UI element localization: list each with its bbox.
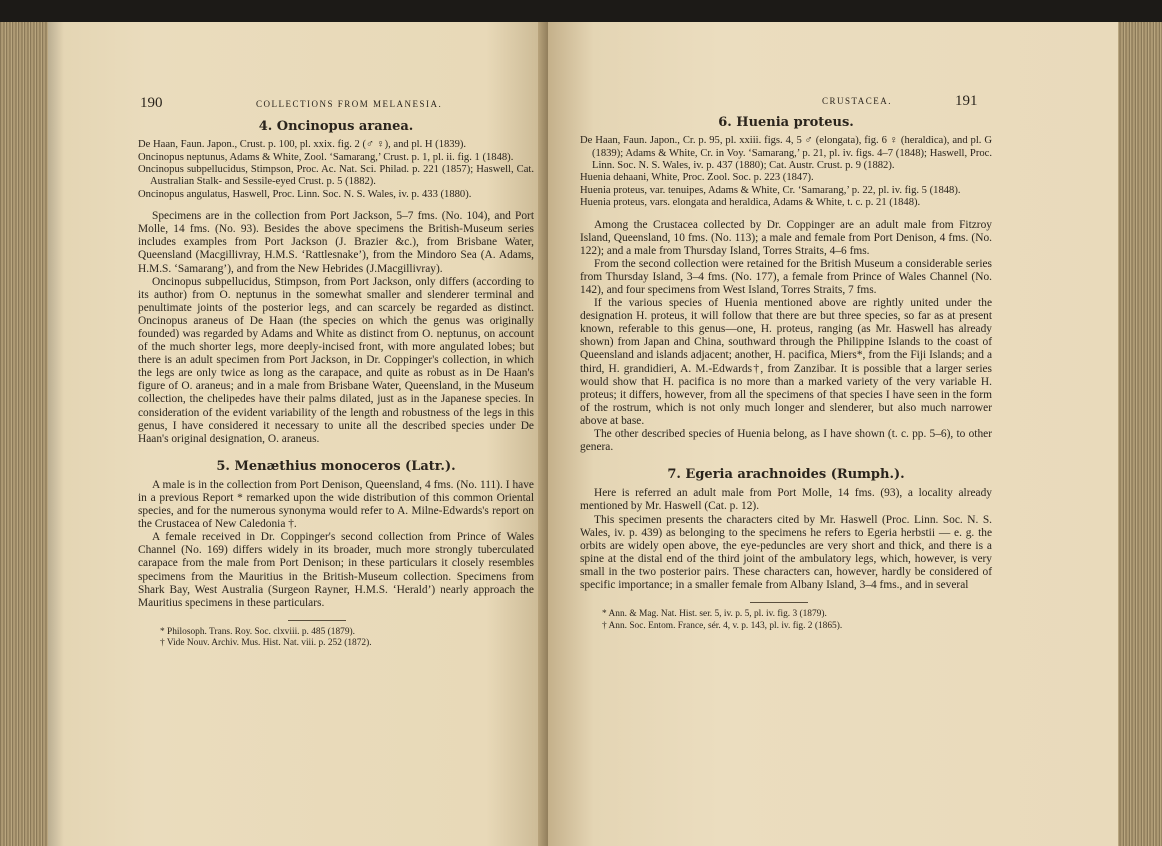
- section-heading: 7. Egeria arachnoides (Rumph.).: [667, 467, 905, 483]
- right-page: [548, 22, 1118, 846]
- synonymy-entry: Oncinopus angulatus, Haswell, Proc. Linn. Soc. N. S. Wales, iv. p. 433 (1880).: [138, 188, 472, 200]
- body-paragraph: Here is referred an adult male from Port Molle, 14 fms. (93), a locality already mentioned by Mr. Haswell (Cat. p. 12).: [580, 487, 992, 513]
- right-page-number: 191: [955, 93, 978, 109]
- left-page-edges: [0, 22, 52, 846]
- section-heading: 6. Huenia proteus.: [718, 115, 854, 130]
- section-heading: 5. Menæthius monoceros (Latr.).: [216, 458, 456, 474]
- body-paragraph: The other described species of Huenia belong, as I have shown (t. c. pp. 5–6), to other genera.: [580, 428, 992, 454]
- synonymy-entry: Oncinopus neptunus, Adams & White, Zool. ‘Samarang,’ Crust. p. 1, pl. ii. fig. 1 (1848).: [138, 151, 514, 163]
- footnote: † Vide Nouv. Archiv. Mus. Hist. Nat. viii. p. 252 (1872).: [160, 638, 372, 649]
- left-text-column: [138, 120, 534, 650]
- footnote: * Philosoph. Trans. Roy. Soc. clxviii. p. 485 (1879).: [160, 626, 355, 637]
- footnote: † Ann. Soc. Entom. France, sér. 4, v. p. 143, pl. iv. fig. 2 (1865).: [602, 620, 843, 631]
- left-page-number: 190: [140, 95, 163, 111]
- body-paragraph: Specimens are in the collection from Port Jackson, 5–7 fms. (No. 104), and Port Molle, 14 fms. (No. 93). Besides the above specimens the British-Museum series includes examples from Port Jackson (J. Brazier &c.), from Brisbane Water, Queensland (Macgillivray, H.M.S. ‘Rattlesnake’), from the Mindoro Sea (A. Adams, H.M.S. ‘Samarang’), and from the New Hebrides (J.Macgillivray).: [138, 210, 534, 275]
- body-paragraph: Among the Crustacea collected by Dr. Coppinger are an adult male from Fitzroy Island, Queensland, 10 fms. (No. 113); a male and female from Port Denison, 4 fms. (No. 122); and a male from Thursday Island, Torres Straits, 4–6 fms.: [580, 218, 992, 257]
- synonymy-entry: Huenia proteus, vars. elongata and heraldica, Adams & White, t. c. p. 21 (1848).: [580, 197, 921, 209]
- left-running-head: COLLECTIONS FROM MELANESIA.: [256, 99, 443, 109]
- left-page: [48, 22, 546, 846]
- body-paragraph: From the second collection were retained for the British Museum a considerable series from Thursday Island, 3–4 fms. (No. 177), a female from Prince of Wales Channel (No. 142), and four specimens from West Island, Torres Straits, 7 fms.: [580, 257, 992, 296]
- right-text-column: [580, 116, 992, 632]
- section-heading: 4. Oncinopus aranea.: [258, 119, 414, 134]
- synonymy-entry: Huenia proteus, var. tenuipes, Adams & White, Cr. ‘Samarang,’ p. 22, pl. iv. fig. 5 (1848).: [580, 184, 961, 196]
- body-paragraph: This specimen presents the characters cited by Mr. Haswell (Proc. Linn. Soc. N. S. Wales, iv. p. 439) as belonging to the specimens he refers to Egeria herbstii — e. g. the orbits are widely open above, the eye-peduncles are very short and thick, and there is a spine at the distal end of the third joint of the ambulatory legs, which, however, is very small in the two posterior pairs. These characters can, however, hardly be considered of specific importance; in a smaller female from Albany Island, 3–4 fms., and in several: [580, 513, 992, 591]
- right-page-edges: [1112, 22, 1162, 846]
- scanner-background: [0, 0, 1162, 24]
- body-paragraph: Oncinopus subpellucidus, Stimpson, from Port Jackson, only differs (according to its author) from O. neptunus in the somewhat smaller and slenderer terminal and penultimate joints of the posterior legs, and can scarcely be regarded as distinct. Oncinopus araneus of De Haan (the species on which the genus was originally founded) was regarded by Adams and White as distinct from O. neptunus, on account of the much shorter legs, more deeply-incised front, with more angulated lobes; but there is an adult specimen from Port Jackson, in Dr. Coppinger's collection, in which the legs are only twice as long as the carapace, and quite as robust as in De Haan's figure of O. araneus; and in a male from Brisbane Water, Queensland, in the Museum collection, the chelipedes have their palms dilated, just as in the Japanese species. In consideration of the evident variability of the length and robustness of the legs in this genus, I have considered it necessary to unite all the described species under De Haan's original designation, O. araneus.: [138, 275, 534, 445]
- page-shadow: [48, 22, 64, 846]
- body-paragraph: A female received in Dr. Coppinger's second collection from Prince of Wales Channel (No. 169) differs widely in its broader, much more strongly tuberculated carapace from the male from Port Denison; in these particulars it closely resembles specimens from the Mauritius in the British-Museum collection. Specimens from Shark Bay, West Australia (Surgeon Rayner, H.M.S. ‘Herald’) nearly approach the Mauritius specimens in these particulars.: [138, 531, 534, 609]
- synonymy-entry: De Haan, Faun. Japon., Crust. p. 100, pl. xxix. fig. 2 (♂ ♀), and pl. H (1839).: [138, 139, 467, 151]
- synonymy-list: [580, 135, 992, 209]
- footnote-rule: [750, 602, 808, 603]
- footnote-rule: [288, 620, 346, 621]
- body-paragraph: A male is in the collection from Port Denison, Queensland, 4 fms. (No. 111). I have in a previous Report * remarked upon the wide distribution of this common Oriental species, and for the numerous synonyma would refer to A. Milne-Edwards's report on the Crustacea of New Caledonia †.: [138, 478, 534, 531]
- footnote: * Ann. & Mag. Nat. Hist. ser. 5, iv. p. 5, pl. iv. fig. 3 (1879).: [602, 609, 827, 620]
- synonymy-entry: Oncinopus subpellucidus, Stimpson, Proc. Ac. Nat. Sci. Philad. p. 221 (1857); Haswell, Cat. Australian Stalk- and Sessile-eyed Crust. p. 5 (1882).: [138, 163, 534, 188]
- synonymy-list: [138, 139, 534, 201]
- body-paragraph: If the various species of Huenia mentioned above are rightly united under the designation H. proteus, it will follow that there are but three species, so far as at present known, referable to this genus—one, H. proteus, ranging (as Mr. Haswell has already shown) from Japan and China, southward through the Philippine Islands to the coast of Queensland and islands adjacent; another, H. pacifica, Miers*, from the Fiji Islands; and a third, H. grandidieri, A. M.-Edwards†, from Zanzibar. It is possible that a larger series would show that H. pacifica is no more than a marked variety of the very variable H. proteus; it differs, however, from all the specimens of that species I have seen in the form of the rostrum, which is not only much longer and slenderer, but also much narrower above at base.: [580, 297, 992, 427]
- synonymy-entry: Huenia dehaani, White, Proc. Zool. Soc. p. 223 (1847).: [580, 172, 814, 184]
- right-running-head: CRUSTACEA.: [822, 96, 893, 106]
- synonymy-entry: De Haan, Faun. Japon., Cr. p. 95, pl. xxiii. figs. 4, 5 ♂ (elongata), fig. 6 ♀ (heraldica), and pl. G (1839); Adams & White, Cr. in Voy. ‘Samarang,’ p. 21, pl. iv. figs. 4–7 (1848); Haswell, Proc. Linn. Soc. N. S. Wales, iv. p. 437 (1880); Cat. Austr. Crust. p. 9 (1882).: [580, 135, 992, 171]
